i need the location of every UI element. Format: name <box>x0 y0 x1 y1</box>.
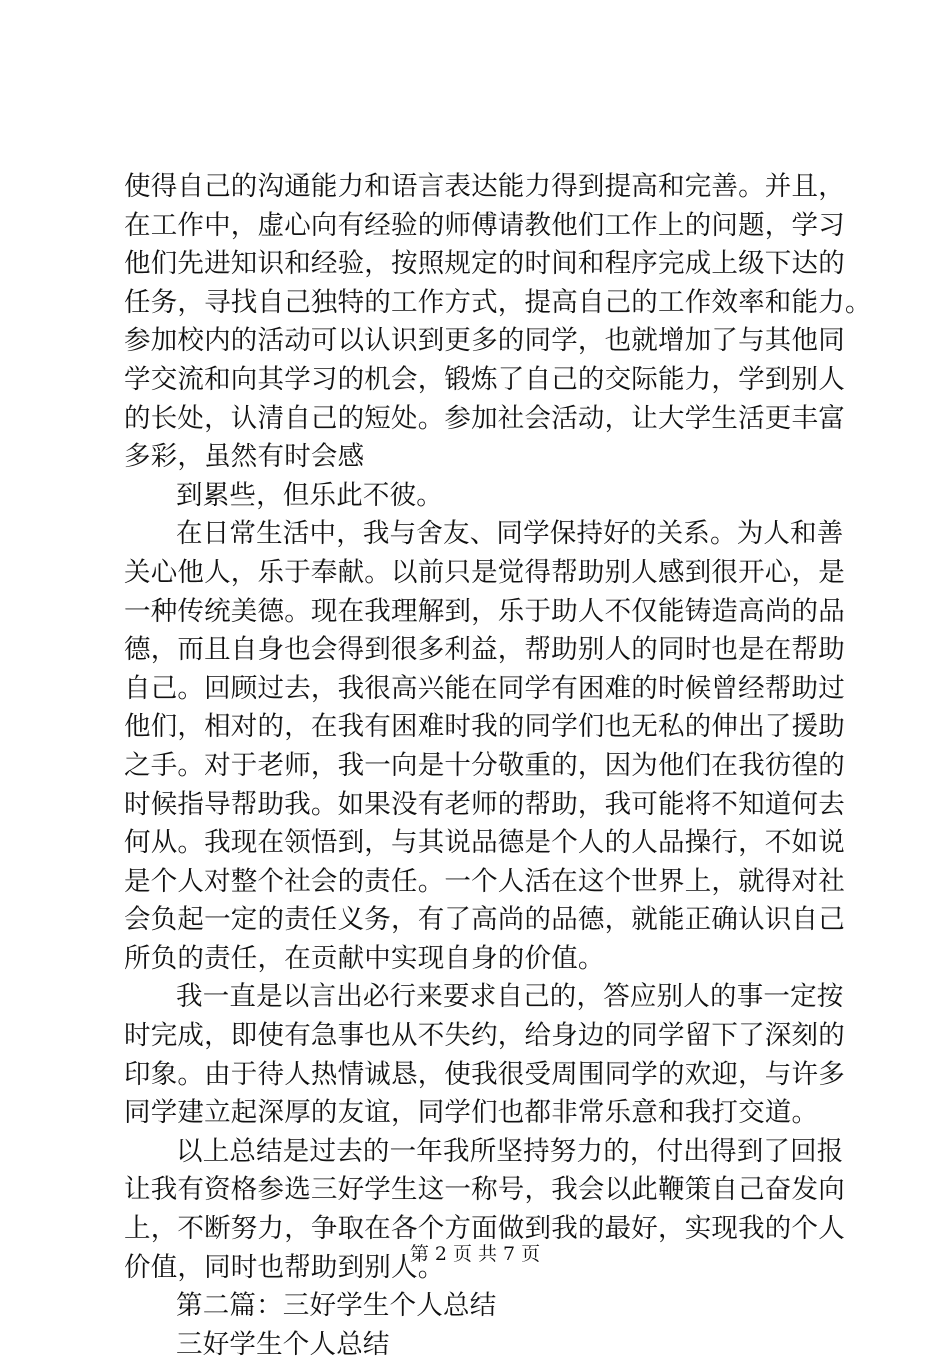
text-line: 时候指导帮助我。如果没有老师的帮助，我可能将不知道何去 <box>124 788 845 820</box>
text-line: 所负的责任，在贡献中实现自身的价值。 <box>124 942 605 974</box>
document-body <box>124 168 872 1364</box>
text-line: 他们先进知识和经验，按照规定的时间和程序完成上级下达的 <box>124 248 845 280</box>
text-line: 何从。我现在领悟到，与其说品德是个人的人品操行，不如说 <box>124 827 845 859</box>
text-line: 让我有资格参选三好学生这一称号，我会以此鞭策自己奋发向 <box>124 1174 845 1206</box>
text-line: 的长处，认清自己的短处。参加社会活动，让大学生活更丰富 <box>124 402 845 434</box>
text-line: 我一直是以言出必行来要求自己的，答应别人的事一定按 <box>176 981 844 1013</box>
text-line: 印象。由于待人热情诚恳，使我很受周围同学的欢迎，与许多 <box>124 1058 845 1090</box>
text-line: 是个人对整个社会的责任。一个人活在这个世界上，就得对社 <box>124 865 845 897</box>
page-footer: 第 2 页 共 7 页 <box>409 1243 541 1265</box>
text-line: 到累些，但乐此不彼。 <box>176 479 443 511</box>
text-line: 关心他人，乐于奉献。以前只是觉得帮助别人感到很开心，是 <box>124 556 845 588</box>
text-line: 在工作中，虚心向有经验的师傅请教他们工作上的问题，学习 <box>124 209 845 241</box>
text-line: 使得自己的沟通能力和语言表达能力得到提高和完善。并且， <box>124 171 845 202</box>
text-line: 他们，相对的，在我有困难时我的同学们也无私的伸出了援助 <box>124 711 845 743</box>
text-line: 一种传统美德。现在我理解到，乐于助人不仅能铸造高尚的品 <box>124 595 845 627</box>
text-line: 自己。回顾过去，我很高兴能在同学有困难的时候曾经帮助过 <box>124 672 845 704</box>
text-line: 第二篇：三好学生个人总结 <box>176 1290 497 1322</box>
text-line: 参加校内的活动可以认识到更多的同学，也就增加了与其他同 <box>124 325 845 357</box>
text-line: 以上总结是过去的一年我所坚持努力的，付出得到了回报 <box>176 1135 844 1167</box>
text-line: 任务，寻找自己独特的工作方式，提高自己的工作效率和能力。 <box>124 286 872 318</box>
text-line: 三好学生个人总结 <box>176 1328 390 1360</box>
text-line: 时完成，即使有急事也从不失约，给身边的同学留下了深刻的 <box>124 1020 845 1052</box>
text-line: 在日常生活中，我与舍友、同学保持好的关系。为人和善 <box>176 518 844 550</box>
text-line: 会负起一定的责任义务，有了高尚的品德，就能正确认识自己 <box>124 904 845 936</box>
text-line: 之手。对于老师，我一向是十分敬重的，因为他们在我彷徨的 <box>124 749 845 781</box>
text-line: 学交流和向其学习的机会，锻炼了自己的交际能力，学到别人 <box>124 363 845 395</box>
text-line: 德，而且自身也会得到很多利益，帮助别人的同时也是在帮助 <box>124 634 845 666</box>
text-line: 多彩，虽然有时会感 <box>124 441 365 473</box>
text-line: 同学建立起深厚的友谊，同学们也都非常乐意和我打交道。 <box>124 1097 819 1129</box>
text-line: 价值，同时也帮助到别人。 <box>124 1251 445 1283</box>
text-line: 上，不断努力，争取在各个方面做到我的最好，实现我的个人 <box>124 1213 845 1245</box>
